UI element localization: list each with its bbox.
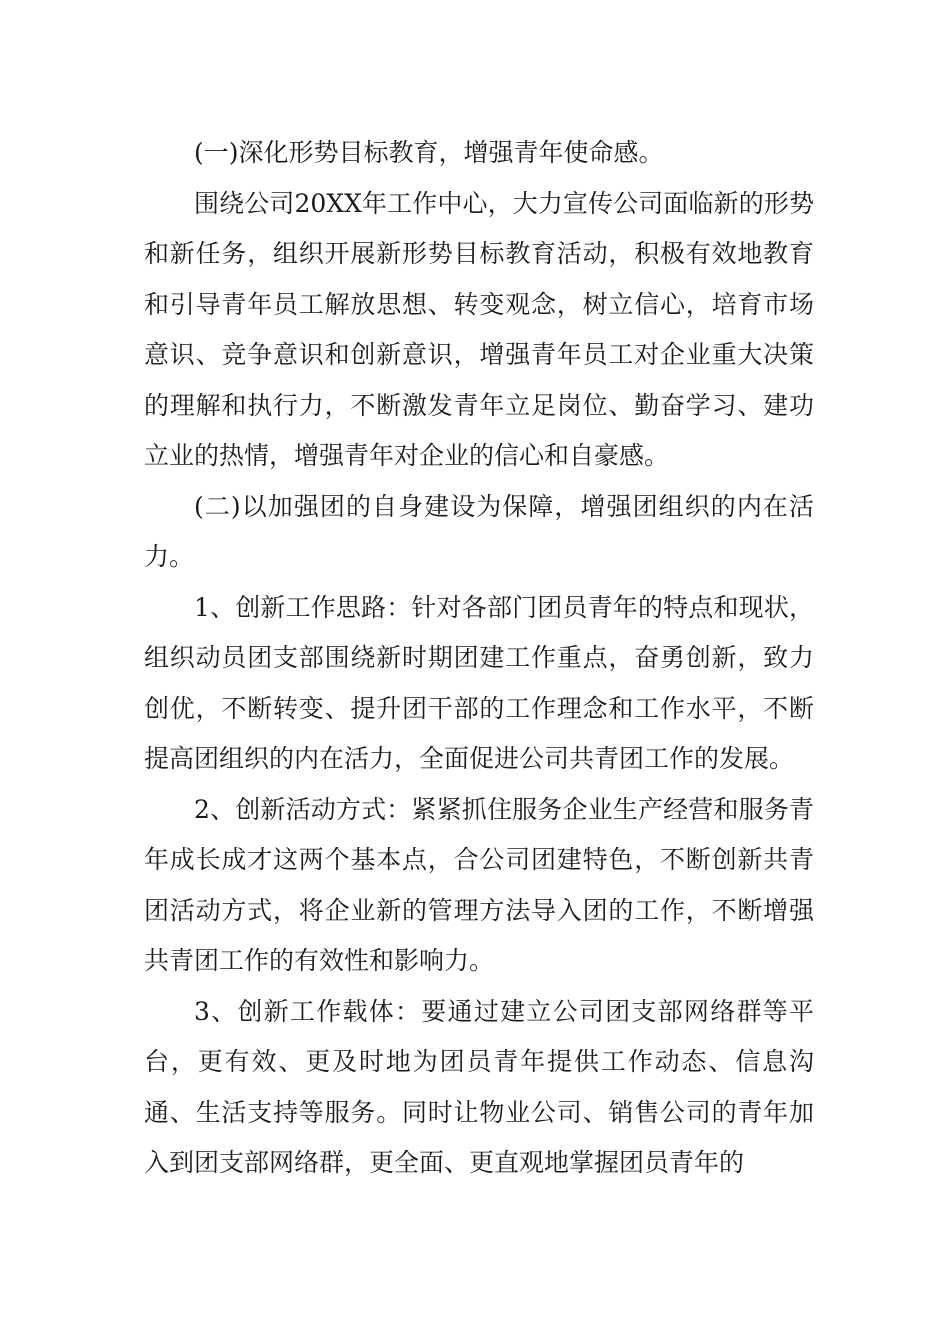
body-paragraph: 2、创新活动方式：紧紧抓住服务企业生产经营和服务青年成长成才这两个基本点，合公司团建特色，不断创新共青团活动方式，将企业新的管理方法导入团的工作，不断增强共青团工作的有效性和影响力。 — [144, 794, 814, 975]
document-body — [144, 128, 814, 1189]
section-heading-2: (二)以加强团的自身建设为保障，增强团组织的内在活力。 — [144, 491, 814, 571]
section-heading-1: (一)深化形势目标教育，增强青年使命感。 — [194, 138, 664, 167]
body-paragraph: 围绕公司20XX年工作中心，大力宣传公司面临新的形势和新任务，组织开展新形势目标教育活动，积极有效地教育和引导青年员工解放思想、转变观念，树立信心，培育市场意识、竞争意识和创新意识，增强青年员工对企业重大决策的理解和执行力，不断激发青年立足岗位、勤奋学习、建功立业的热情，增强青年对企业的信心和自豪感。 — [144, 188, 814, 470]
body-paragraph: 1、创新工作思路：针对各部门团员青年的特点和现状，组织动员团支部围绕新时期团建工作重点，奋勇创新，致力创优，不断转变、提升团干部的工作理念和工作水平，不断提高团组织的内在活力，全面促进公司共青团工作的发展。 — [144, 592, 814, 773]
body-paragraph: 3、创新工作载体：要通过建立公司团支部网络群等平台，更有效、更及时地为团员青年提供工作动态、信息沟通、生活支持等服务。同时让物业公司、销售公司的青年加入到团支部网络群，更全面、更直观地掌握团员青年的 — [144, 996, 814, 1177]
